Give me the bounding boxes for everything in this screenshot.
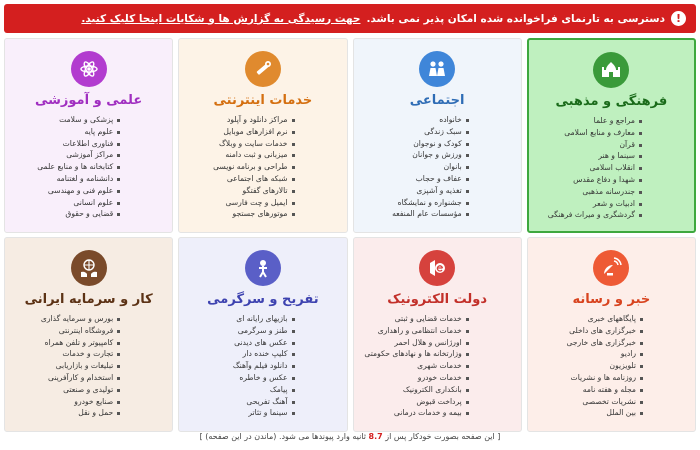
card-title: علمی و آموزشی — [34, 93, 143, 108]
category-link[interactable]: سینما و تئاتر — [187, 407, 294, 419]
category-link[interactable]: کلیپ خنده دار — [187, 348, 294, 360]
card-title: کار و سرمایه ایرانی — [24, 292, 153, 307]
category-link[interactable]: معارف و منابع اسلامی — [537, 127, 642, 139]
category-link[interactable]: پیامک — [187, 384, 294, 396]
category-link[interactable]: مراکز آموزشی — [13, 149, 120, 161]
category-link[interactable]: آهنگ تفریحی — [187, 396, 294, 408]
card-title: اجتماعی — [409, 93, 465, 108]
access-denied-alert — [4, 4, 696, 33]
link-list — [187, 114, 338, 220]
category-link[interactable]: بیمه و خدمات درمانی — [362, 407, 469, 419]
redirect-suffix[interactable]: ثانیه وارد پیوندها می شود. (ماندن در این صفحه) ] — [199, 432, 366, 441]
category-link[interactable]: سبک زندگی — [362, 126, 469, 138]
category-news-media[interactable] — [527, 237, 696, 432]
category-link[interactable]: پایگاههای خبری — [536, 313, 643, 325]
category-link[interactable]: خدمات انتظامی و راهداری — [362, 325, 469, 337]
warning-icon: ! — [671, 11, 686, 26]
category-link[interactable]: پزشکی و سلامت — [13, 114, 120, 126]
category-link[interactable]: شبکه های اجتماعی — [187, 173, 294, 185]
gamepad-icon — [245, 250, 281, 286]
category-link[interactable]: بین الملل — [536, 407, 643, 419]
category-link[interactable]: فروشگاه اینترنتی — [13, 325, 120, 337]
category-link[interactable]: خدمات شهری — [362, 360, 469, 372]
card-title: خبر و رسانه — [572, 292, 651, 307]
category-science-education[interactable] — [4, 38, 173, 233]
category-entertainment[interactable] — [178, 237, 347, 432]
category-link[interactable]: عکس های دیدنی — [187, 337, 294, 349]
category-link[interactable]: تجارت و خدمات — [13, 348, 120, 360]
category-link[interactable]: ورزش و جوانان — [362, 149, 469, 161]
category-link[interactable]: بازیهای رایانه ای — [187, 313, 294, 325]
link-list — [362, 313, 513, 419]
category-link[interactable]: علوم انسانی — [13, 197, 120, 209]
category-link[interactable]: مراکز دانلود و آپلود — [187, 114, 294, 126]
category-link[interactable]: دانشنامه و لغتنامه — [13, 173, 120, 185]
link-list — [13, 114, 164, 220]
category-link[interactable]: عفاف و حجاب — [362, 173, 469, 185]
countdown-seconds: 8.7 — [368, 432, 383, 441]
category-link[interactable]: خدمات خودرو — [362, 372, 469, 384]
category-link[interactable]: بانکداری الکترونیک — [362, 384, 469, 396]
link-list — [13, 313, 164, 419]
category-link[interactable]: مراجع و علما — [537, 115, 642, 127]
globe-hands-icon — [71, 250, 107, 286]
link-list — [362, 114, 513, 220]
atom-icon — [71, 51, 107, 87]
redirect-notice — [0, 432, 700, 448]
category-link[interactable]: خدمات قضایی و ثبتی — [362, 313, 469, 325]
category-link[interactable]: کامپیوتر و تلفن همراه — [13, 337, 120, 349]
category-link[interactable]: پرداخت قبوض — [362, 396, 469, 408]
category-link[interactable]: خبرگزاری های داخلی — [536, 325, 643, 337]
people-icon — [419, 51, 455, 87]
category-link[interactable]: گردشگری و میراث فرهنگی — [537, 209, 642, 221]
category-link[interactable]: تولیدی و صنعتی — [13, 384, 120, 396]
category-e-government[interactable] — [353, 237, 522, 432]
category-internet-services[interactable] — [178, 38, 347, 233]
wrench-icon — [245, 51, 281, 87]
category-link[interactable]: خبرگزاری های خارجی — [536, 337, 643, 349]
category-link[interactable]: موتورهای جستجو — [187, 208, 294, 220]
category-link[interactable]: مجله و هفته نامه — [536, 384, 643, 396]
category-link[interactable]: میزبانی و ثبت دامنه — [187, 149, 294, 161]
category-link[interactable]: طراحی و برنامه نویسی — [187, 161, 294, 173]
alert-text: دسترسی به تارنمای فراخوانده شده امکان پذیر نمی باشد. — [366, 12, 665, 25]
card-title: خدمات اینترنتی — [213, 93, 313, 108]
category-business-investment[interactable] — [4, 237, 173, 432]
card-title: فرهنگی و مذهبی — [555, 94, 668, 109]
category-link[interactable]: حمل و نقل — [13, 407, 120, 419]
category-link[interactable]: تبلیغات و بازاریابی — [13, 360, 120, 372]
category-cultural-religious[interactable] — [527, 38, 696, 233]
category-link[interactable]: تلویزیون — [536, 360, 643, 372]
category-link[interactable]: اورژانس و هلال احمر — [362, 337, 469, 349]
category-link[interactable]: کودک و نوجوان — [362, 138, 469, 150]
category-link[interactable]: بانوان — [362, 161, 469, 173]
category-link[interactable]: طنز و سرگرمی — [187, 325, 294, 337]
category-link[interactable]: قرآن — [537, 139, 642, 151]
category-link[interactable]: نشریات تخصصی — [536, 396, 643, 408]
category-link[interactable]: فناوری اطلاعات — [13, 138, 120, 150]
category-link[interactable]: عکس و خاطره — [187, 372, 294, 384]
link-list — [537, 115, 686, 221]
category-social[interactable] — [353, 38, 522, 233]
satellite-icon — [593, 250, 629, 286]
category-link[interactable]: روزنامه ها و نشریات — [536, 372, 643, 384]
category-link[interactable]: ایمیل و چت فارسی — [187, 197, 294, 209]
redirect-prefix: [ این صفحه بصورت خودکار پس از — [385, 432, 501, 441]
link-list — [187, 313, 338, 419]
category-link[interactable]: کتابخانه ها و منابع علمی — [13, 161, 120, 173]
category-link[interactable]: تالارهای گفتگو — [187, 185, 294, 197]
category-link[interactable]: قضایی و حقوق — [13, 208, 120, 220]
category-link[interactable]: علوم پایه — [13, 126, 120, 138]
category-link[interactable]: صنایع خودرو — [13, 396, 120, 408]
category-link[interactable]: دانلود فیلم وآهنگ — [187, 360, 294, 372]
category-link[interactable]: شهدا و دفاع مقدس — [537, 174, 642, 186]
category-link[interactable]: انقلاب اسلامی — [537, 162, 642, 174]
category-link[interactable]: نرم افزارهای موبایل — [187, 126, 294, 138]
card-title: دولت الکترونیک — [387, 292, 488, 307]
category-link[interactable]: وزارتخانه ها و نهادهای حکومتی — [362, 348, 469, 360]
card-title: تفریح و سرگرمی — [207, 292, 319, 307]
category-link[interactable]: علوم فنی و مهندسی — [13, 185, 120, 197]
category-link[interactable]: خانواده — [362, 114, 469, 126]
link-list — [536, 313, 687, 419]
category-link[interactable]: خدمات سایت و وبلاگ — [187, 138, 294, 150]
category-link[interactable]: ادبیات و شعر — [537, 198, 642, 210]
category-link[interactable]: مؤسسات عام المنفعه — [362, 208, 469, 220]
category-link[interactable]: جندرسانه مذهبی — [537, 186, 642, 198]
mosque-icon — [593, 52, 629, 88]
category-link[interactable]: بورس و سرمایه گذاری — [13, 313, 120, 325]
category-link[interactable]: سینما و هنر — [537, 150, 642, 162]
e-gov-icon — [419, 250, 455, 286]
category-grid — [4, 38, 696, 430]
category-link[interactable]: جشنواره و نمایشگاه — [362, 197, 469, 209]
complaint-link[interactable]: جهت رسیدگی به گزارش ها و شکایات اینجا کلیک کنید. — [81, 12, 361, 25]
category-link[interactable]: رادیو — [536, 348, 643, 360]
category-link[interactable]: تغذیه و آشپزی — [362, 185, 469, 197]
category-link[interactable]: استخدام و کارآفرینی — [13, 372, 120, 384]
